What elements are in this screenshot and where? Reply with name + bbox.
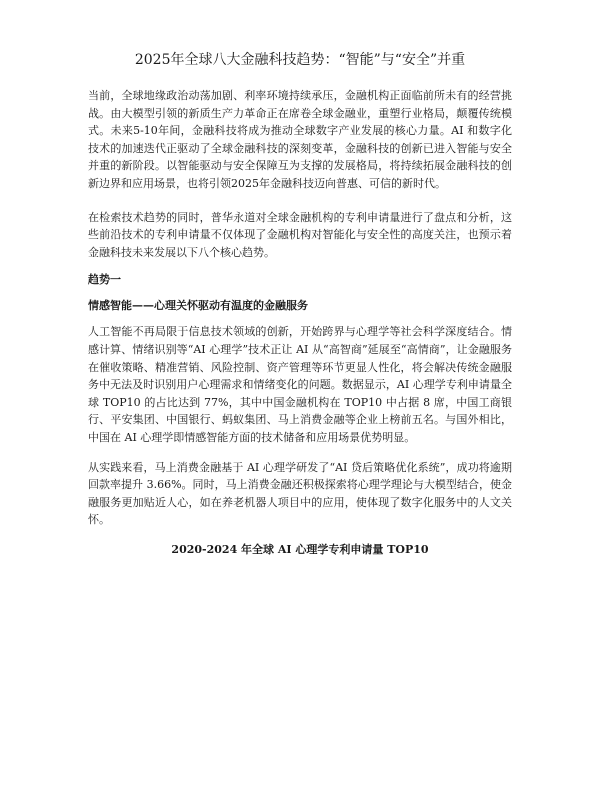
analysis-paragraph: 在检索技术趋势的同时，普华永道对全球金融机构的专利申请量进行了盘点和分析，这些前沿技术的专利申请量不仅体现了金融机构对智能化与安全性的高度关注，也预示着金融科技未来发展以下八个核心趋势。 [88,210,512,259]
intro-paragraph: 当前，全球地缘政治动荡加剧、利率环境持续承压，金融机构正面临前所未有的经营挑战。由大模型引领的新质生产力革命正在席卷全球金融业，重塑行业格局，颠覆传统模式。未来5-10年间，金融科技将成为推动全球数字产业发展的核心力量。AI 和数字化技术的加速迭代正驱动了全球金融科技的深刻变革，金融科技的创新已进入智能与安全并重的新阶段。以智能驱动与安全保障互为支撑的发展格局，将持续拓展金融科技的创新边界和应用场景，也将引领2025年金融科技迈向普惠、可信的新时代。 [88,89,512,190]
practice-paragraph: 从实践来看，马上消费金融基于 AI 心理学研发了“AI 贷后策略优化系统”，成功将逾期回款率提升 3.66%。同时，马上消费金融还积极探索将心理学理论与大模型结合，使金融服务更加贴近人心，如在养老机器人项目中的应用，使体现了数字化服务中的人文关怀。 [88,460,512,527]
figure-caption: 2020-2024 年全球 AI 心理学专利申请量 TOP10 [171,542,429,556]
page-title: 2025年全球八大金融科技趋势：“智能”与“安全”并重 [134,52,466,68]
trend-label: 趋势一 [88,273,121,287]
trend-body-paragraph: 人工智能不再局限于信息技术领域的创新，开始跨界与心理学等社会科学深度结合。情感计算、情绪识别等“AI 心理学”技术正让 AI 从“高智商”延展至“高情商”，让金融服务在催收策略、精准营销、风险控制、资产管理等环节更显人性化，将会解决传统金融服务中无法及时识别用户心理需求和情绪变化的问题。数据显示，AI 心理学专利申请量全球 TOP10 的占比达到 77%，其中中国金融机构在 TOP10 中占据 8 席，中国工商银行、平安集团、中国银行、蚂蚁集团、马上消费金融等企业上榜前五名。与国外相比，中国在 AI 心理学即情感智能方面的技术储备和应用场景优势明显。 [88,325,512,444]
trend-heading: 情感智能——心理关怀驱动有温度的金融服务 [88,299,308,313]
document-page [88,50,512,559]
